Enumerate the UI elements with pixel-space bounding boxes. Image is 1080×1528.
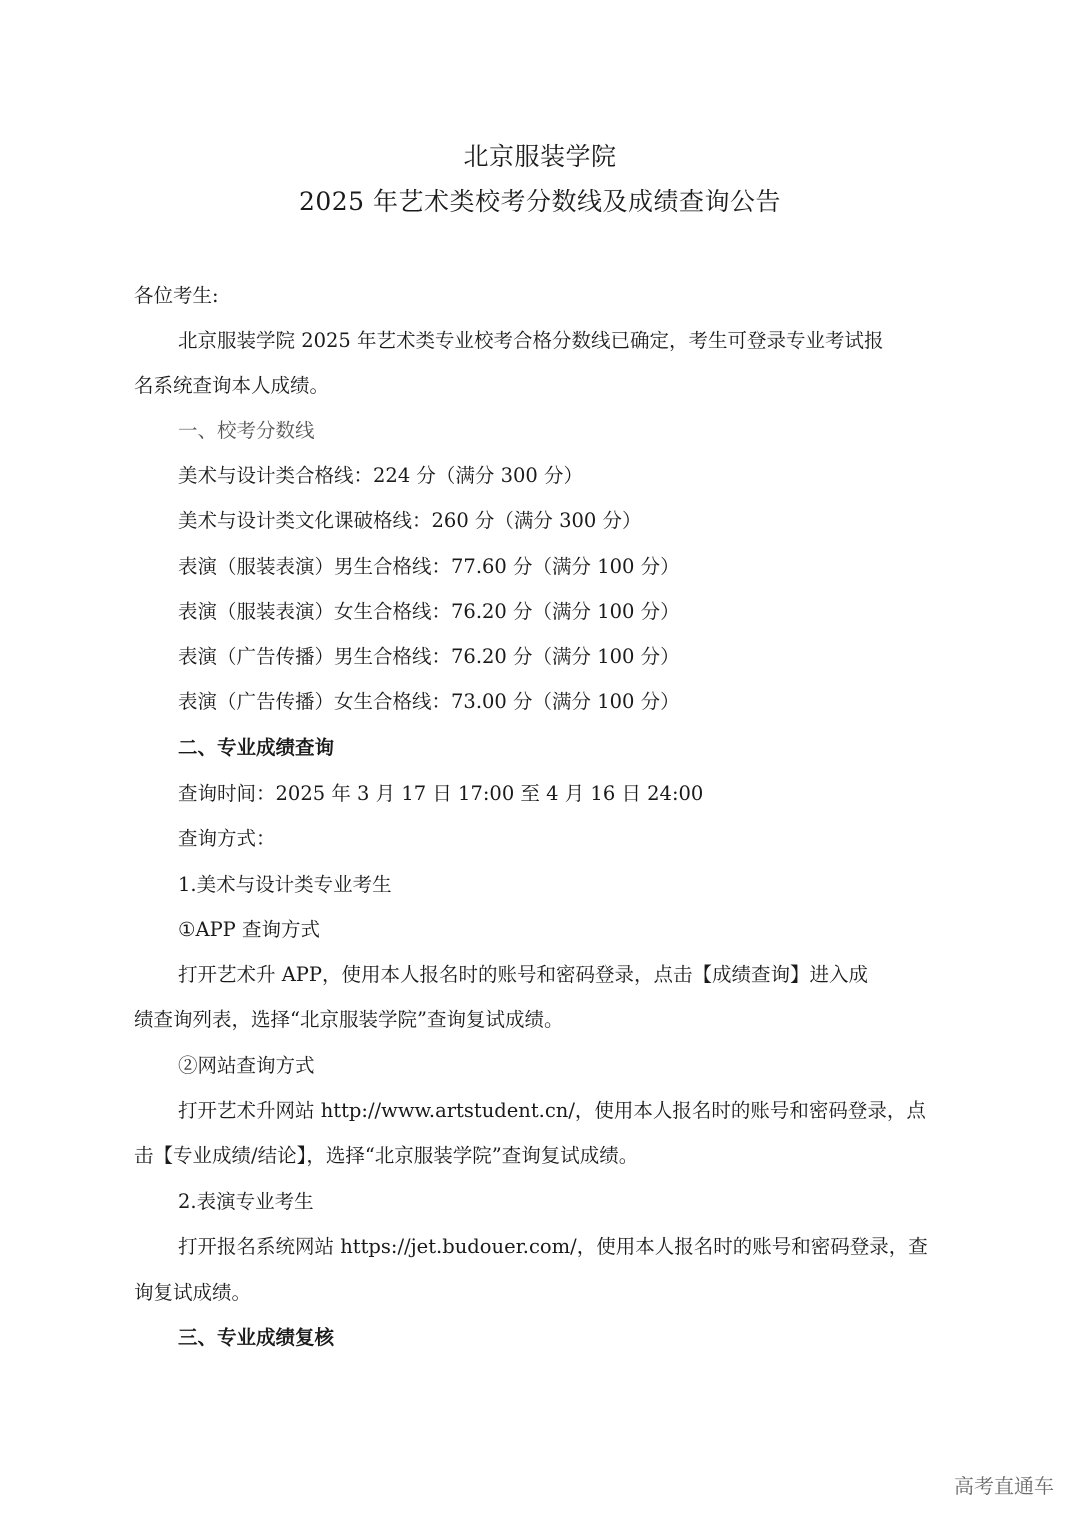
app-method-line-2: 绩查询列表，选择“北京服装学院”查询复试成绩。: [134, 1008, 564, 1031]
score-line-fashion-female: 表演（服装表演）女生合格线：76.20 分（满分 100 分）: [178, 600, 680, 623]
section-2-heading: 二、专业成绩查询: [178, 736, 335, 759]
app-method-title: ①APP 查询方式: [178, 918, 321, 941]
art-design-subheading: 1.美术与设计类专业考生: [178, 873, 392, 896]
query-method-label: 查询方式：: [178, 827, 276, 850]
section-3-heading: 三、专业成绩复核: [178, 1326, 335, 1349]
intro-paragraph-line-1: 北京服装学院 2025 年艺术类专业校考合格分数线已确定，考生可登录专业考试报: [178, 329, 884, 352]
school-name: 北京服装学院: [463, 142, 617, 171]
intro-paragraph-line-2: 名系统查询本人成绩。: [134, 374, 330, 397]
score-line-fashion-male: 表演（服装表演）男生合格线：77.60 分（满分 100 分）: [178, 555, 680, 578]
performance-subheading: 2.表演专业考生: [178, 1190, 314, 1213]
performance-line-2: 询复试成绩。: [134, 1281, 252, 1304]
score-line-art-design-culture: 美术与设计类文化课破格线：260 分（满分 300 分）: [178, 509, 642, 532]
app-method-line-1: 打开艺术升 APP，使用本人报名时的账号和密码登录，点击【成绩查询】进入成: [178, 963, 869, 986]
section-1-heading: 一、校考分数线: [178, 419, 315, 442]
watermark-text: 高考直通车: [954, 1474, 1054, 1498]
query-time: 查询时间：2025 年 3 月 17 日 17:00 至 4 月 16 日 24:00: [178, 782, 704, 805]
greeting: 各位考生:: [134, 284, 219, 307]
notice-title: 2025 年艺术类校考分数线及成绩查询公告: [298, 187, 782, 216]
performance-line-1: 打开报名系统网站 https://jet.budouer.com/，使用本人报名时的账号和密码登录，查: [178, 1235, 928, 1258]
web-method-line-1: 打开艺术升网站 http://www.artstudent.cn/，使用本人报名时的账号和密码登录，点: [178, 1099, 926, 1122]
web-method-line-2: 击【专业成绩/结论】，选择“北京服装学院”查询复试成绩。: [134, 1144, 639, 1167]
web-method-title: ②网站查询方式: [178, 1054, 315, 1077]
score-line-ad-female: 表演（广告传播）女生合格线：73.00 分（满分 100 分）: [178, 690, 680, 713]
score-line-art-design: 美术与设计类合格线：224 分（满分 300 分）: [178, 464, 584, 487]
score-line-ad-male: 表演（广告传播）男生合格线：76.20 分（满分 100 分）: [178, 645, 680, 668]
